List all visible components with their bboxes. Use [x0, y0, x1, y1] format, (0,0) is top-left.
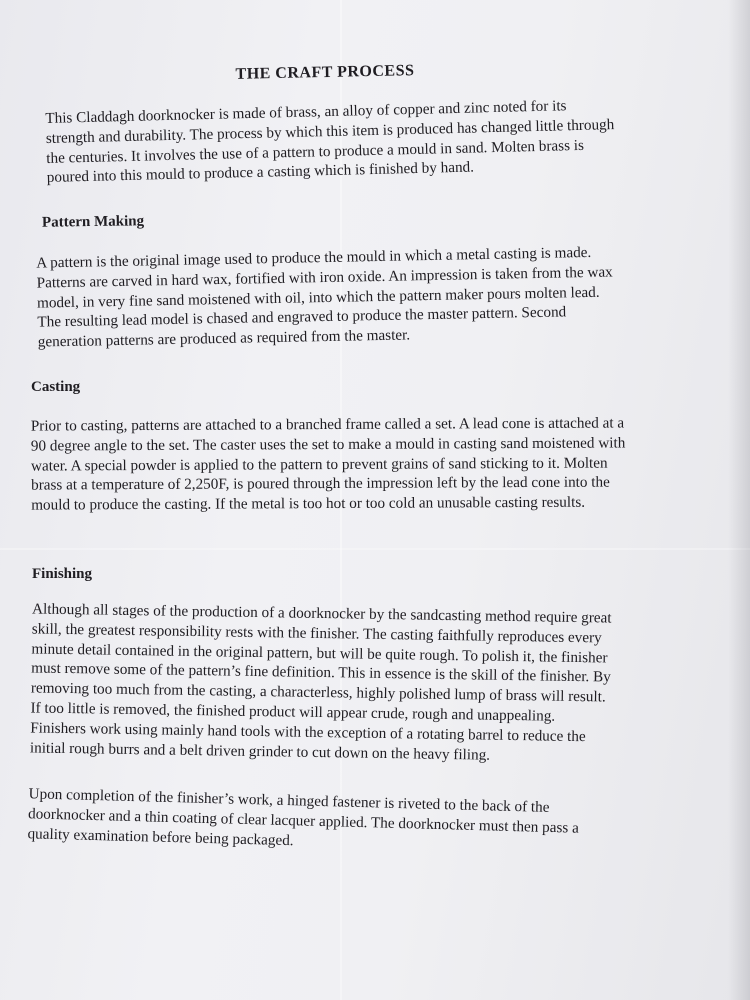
document-title: THE CRAFT PROCESS [235, 62, 415, 83]
page-edge-shadow [728, 0, 750, 1000]
section-heading-pattern-making: Pattern Making [41, 213, 145, 231]
section-paragraph-completion: Upon completion of the finisher’s work, a hinged fastener is riveted to the back of the doorknocker and a thin coating of clear lacquer applied. The doorknocker must then pass a quality examination before being packaged. [27, 785, 580, 849]
section-heading-casting: Casting [31, 379, 81, 395]
intro-paragraph: This Claddagh doorknocker is made of brass, an alloy of copper and zinc noted for its strength and durability. The process by which this item is produced has changed little through the centuries. It involves the use of a pattern to produce a mould in sand. Molten brass is poured into this mould to produce a casting which is finished by hand. [45, 97, 615, 187]
section-paragraph-casting: Prior to casting, patterns are attached to a branched frame called a set. A lead cone is attached at a 90 degree angle to the set. The caster uses the set to make a mould in casting sand moistened with water. A special powder is applied to the pattern to prevent grains of sand sticking to it. Molten brass at a temperature of 2,250F, is poured through the impression left by the lead cone into the mould to produce the casting. If the metal is too hot or too cold an unusable casting results. [30, 414, 626, 514]
paper-fold-horizontal [0, 548, 750, 550]
section-heading-finishing: Finishing [32, 566, 93, 582]
section-paragraph-pattern-making: A pattern is the original image used to produce the mould in which a metal casting is made. Patterns are carved in hard wax, fortified with iron oxide. An impression is taken from the wax model, in very fine sand moistened with oil, into which the pattern maker pours molten lead. The resulting lead model is chased and engraved to produce the master pattern. Second generation patterns are produced as required from the master. [36, 243, 613, 351]
section-paragraph-finishing: Although all stages of the production of a doorknocker by the sandcasting method require great skill, the greatest responsibility rests with the finisher. The casting faithfully reproduces every minute detail contained in the original pattern, but will be quite rough. To polish it, the finisher must remove some of the pattern’s fine definition. This in essence is the skill of the finisher. By removing too much from the casting, a characterless, highly polished lump of brass will result. If too little is removed, the finished product will appear crude, rough and unappealing. Finishers work using mainly hand tools with the exception of a rotating barrel to reduce the initial rough burrs and a belt driven grinder to cut down on the heavy filing. [29, 600, 612, 764]
